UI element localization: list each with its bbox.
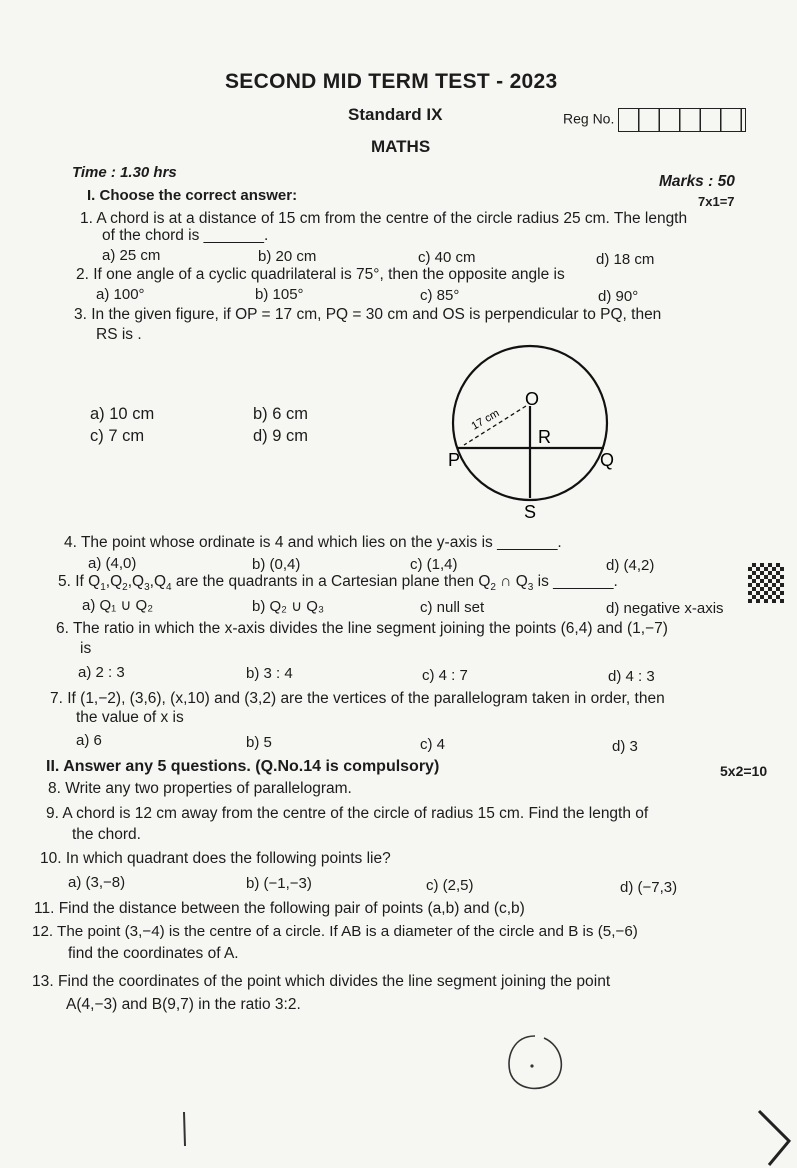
q1-option-c: c) 40 cm <box>418 249 476 266</box>
label-r: R <box>538 427 551 447</box>
reg-no-label: Reg No. <box>563 110 615 127</box>
q7-text: 7. If (1,−2), (3,6), (x,10) and (3,2) are the vertices of the parallelogram taken in order, then <box>50 690 665 707</box>
q4-text: 4. The point whose ordinate is 4 and which lies on the y-axis is _______. <box>64 534 562 551</box>
q10-text: 10. In which quadrant does the following points lie? <box>40 850 391 867</box>
q7-option-a: a) 6 <box>76 732 102 749</box>
marks-label: Marks : 50 <box>659 173 735 190</box>
q3-option-c: c) 7 cm <box>90 427 145 445</box>
q1-option-b: b) 20 cm <box>258 248 317 265</box>
q7-option-b: b) 5 <box>246 734 272 751</box>
standard-label: Standard IX <box>348 105 443 124</box>
q6-option-b: b) 3 : 4 <box>246 665 293 682</box>
section2-scheme: 5x2=10 <box>720 763 768 779</box>
q6-option-c: c) 4 : 7 <box>422 667 468 684</box>
reg-no-boxes[interactable] <box>618 108 746 132</box>
q6-option-a: a) 2 : 3 <box>78 664 125 681</box>
label-o: O <box>525 389 540 409</box>
reg-no <box>563 108 746 132</box>
section2-heading: II. Answer any 5 questions. (Q.No.14 is compulsory) <box>46 758 440 775</box>
q4-option-a: a) (4,0) <box>88 555 137 572</box>
q3-text-cont: RS is . <box>96 326 142 343</box>
q5-option-a: a) Q₁ ∪ Q₂ <box>82 597 154 614</box>
q3-option-d: d) 9 cm <box>253 427 309 445</box>
time-label: Time : 1.30 hrs <box>72 164 177 181</box>
q4-option-d: d) (4,2) <box>606 557 655 574</box>
q13-text-cont: A(4,−3) and B(9,7) in the ratio 3:2. <box>66 996 301 1013</box>
label-q: Q <box>600 450 615 470</box>
circle-figure <box>440 330 630 525</box>
q5-option-d: d) negative x-axis <box>606 600 724 617</box>
label-radius: 17 cm <box>469 407 502 433</box>
q10-option-c: c) (2,5) <box>426 877 474 894</box>
q8-text: 8. Write any two properties of parallelogram. <box>48 780 352 797</box>
subject-title: MATHS <box>371 137 431 156</box>
q5-text-pre: 5. If Q <box>58 573 101 590</box>
q5-text-mid: are the quadrants in a Cartesian plane then Q <box>175 573 491 590</box>
q1-text-cont: of the chord is _______. <box>102 227 269 244</box>
q12-text: 12. The point (3,−4) is the centre of a circle. If AB is a diameter of the circle and B is (5,−6) <box>32 923 638 940</box>
q7-option-d: d) 3 <box>612 738 638 755</box>
q3-option-a: a) 10 cm <box>90 405 155 423</box>
section1-scheme: 7x1=7 <box>698 194 735 209</box>
q2-option-d: d) 90° <box>598 288 639 305</box>
q11-text: 11. Find the distance between the following pair of points (a,b) and (c,b) <box>34 900 525 917</box>
q7-option-c: c) 4 <box>420 736 446 753</box>
q10-option-a: a) (3,−8) <box>68 874 126 891</box>
q7-text-cont: the value of x is <box>76 709 184 726</box>
q1-option-a: a) 25 cm <box>102 247 161 264</box>
q3-text: 3. In the given figure, if OP = 17 cm, PQ = 30 cm and OS is perpendicular to PQ, then <box>74 306 662 323</box>
q6-text: 6. The ratio in which the x-axis divides the line segment joining the points (6,4) and (1,−7) <box>56 620 668 637</box>
q13-text: 13. Find the coordinates of the point which divides the line segment joining the point <box>32 973 611 990</box>
q10-option-b: b) (−1,−3) <box>246 875 312 892</box>
q5-option-b: b) Q₂ ∪ Q₃ <box>252 598 325 615</box>
q12-text-cont: find the coordinates of A. <box>68 945 239 962</box>
q5-text-post: is _______. <box>537 573 618 590</box>
q6-option-d: d) 4 : 3 <box>608 668 655 685</box>
q2-option-a: a) 100° <box>96 286 145 303</box>
stray-pen-mark <box>176 1110 192 1150</box>
q4-option-c: c) (1,4) <box>410 556 458 573</box>
pencil-circle-mark <box>500 1030 570 1100</box>
q5-option-c: c) null set <box>420 599 485 616</box>
label-p: P <box>448 450 461 470</box>
q2-option-b: b) 105° <box>255 286 304 303</box>
q9-text-cont: the chord. <box>72 826 141 843</box>
page-corner-mark <box>755 1105 797 1168</box>
q2-text: 2. If one angle of a cyclic quadrilateral is 75°, then the opposite angle is <box>76 266 565 283</box>
section1-heading: I. Choose the correct answer: <box>87 187 298 204</box>
exam-title: SECOND MID TERM TEST - 2023 <box>225 70 558 93</box>
q2-option-c: c) 85° <box>420 287 460 304</box>
q6-text-cont: is <box>80 640 92 657</box>
q9-text: 9. A chord is 12 cm away from the centre of the circle of radius 15 cm. Find the length of <box>46 805 649 822</box>
q1-text: 1. A chord is at a distance of 15 cm from the centre of the circle radius 25 cm. The length <box>80 210 688 227</box>
q1-option-d: d) 18 cm <box>596 251 655 268</box>
q5-text: 5. If $Q_1,Q_2,Q_3,Q_4$ are the quadrants in a Cartesian plane then $Q_2$ ∩ $Q_3$ is _______. <box>58 573 618 594</box>
q4-option-b: b) (0,4) <box>252 556 301 573</box>
q3-option-b: b) 6 cm <box>253 405 309 423</box>
qr-code <box>748 563 784 603</box>
label-s: S <box>524 502 537 522</box>
q10-option-d: d) (−7,3) <box>620 879 678 896</box>
